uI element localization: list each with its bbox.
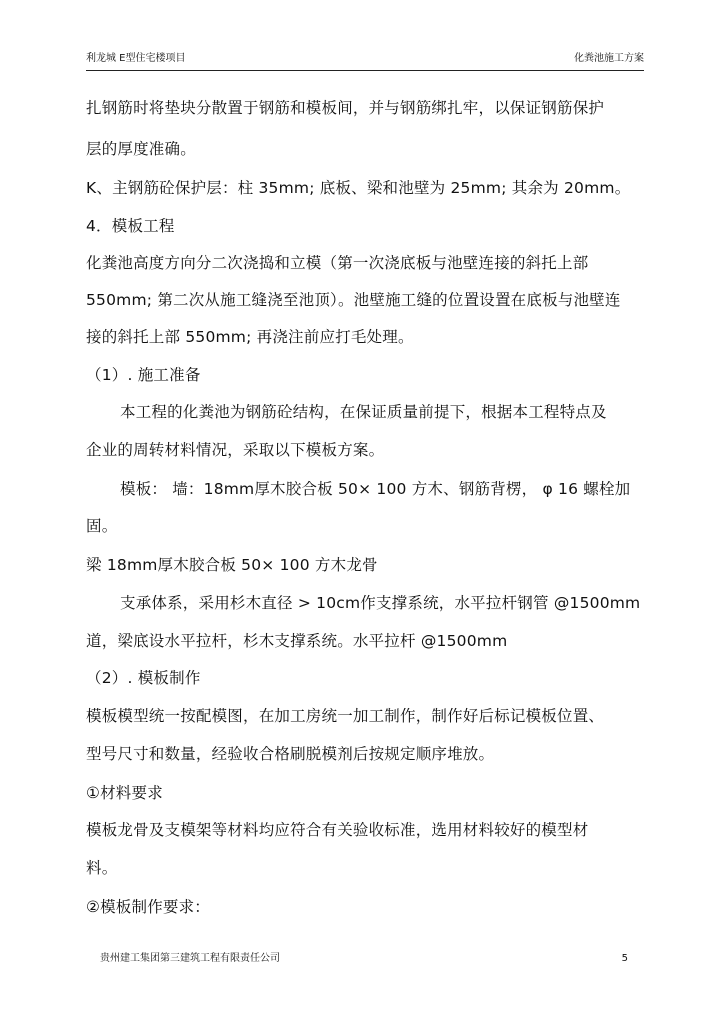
page-number: 5: [621, 953, 628, 964]
text-line: 模板： 墙：18mm厚木胶合板 50× 100 方木、钢筋背楞， φ 16 螺栓加: [120, 480, 631, 498]
text-line: 化粪池高度方向分二次浇捣和立模（第一次浇底板与池壁连接的斜托上部: [86, 254, 589, 272]
subsection-heading: （2）. 模板制作: [86, 669, 201, 687]
text-line: 本工程的化粪池为钢筋砼结构，在保证质量前提下，根据本工程特点及: [120, 403, 607, 421]
text-line: 接的斜托上部 550mm; 再浇注前应打毛处理。: [86, 328, 414, 346]
subsection-heading: （1）. 施工准备: [86, 366, 201, 384]
text-line: 模板龙骨及支模架等材料均应符合有关验收标准，选用材料较好的模型材: [86, 821, 589, 839]
text-line: 模板模型统一按配模图，在加工房统一加工制作，制作好后标记模板位置、: [86, 707, 605, 725]
text-line: 企业的周转材料情况，采取以下模板方案。: [86, 441, 385, 459]
section-heading: 4．模板工程: [86, 217, 175, 235]
footer-company-name: 贵州建工集团第三建筑工程有限责任公司: [100, 953, 280, 964]
text-line: 型号尺寸和数量，经验收合格刷脱模剂后按规定顺序堆放。: [86, 745, 495, 763]
text-line: 支承体系，采用杉木直径 > 10cm作支撑系统，水平拉杆钢管 @1500mm: [120, 594, 641, 612]
header-project-name: 利龙城 E型住宅楼项目: [86, 53, 186, 64]
list-heading: ②模板制作要求：: [86, 898, 210, 916]
text-line: 梁 18mm厚木胶合板 50× 100 方木龙骨: [86, 556, 378, 574]
page-header: [86, 52, 644, 71]
text-line: 层的厚度准确。: [86, 140, 196, 158]
text-line: 道，梁底设水平拉杆，杉木支撑系统。水平拉杆 @1500mm: [86, 632, 508, 650]
text-line: K、主钢筋砼保护层：柱 35mm; 底板、梁和池壁为 25mm; 其余为 20mm。: [86, 179, 631, 197]
text-line: 固。: [86, 517, 118, 535]
header-document-title: 化粪池施工方案: [574, 53, 644, 64]
text-line: 550mm; 第二次从施工缝浇至池顶）。池壁施工缝的位置设置在底板与池壁连: [86, 291, 621, 309]
list-heading: ①材料要求: [86, 784, 163, 802]
text-line: 扎钢筋时将垫块分散置于钢筋和模板间，并与钢筋绑扎牢，以保证钢筋保护: [86, 99, 605, 117]
text-line: 料。: [86, 859, 118, 877]
